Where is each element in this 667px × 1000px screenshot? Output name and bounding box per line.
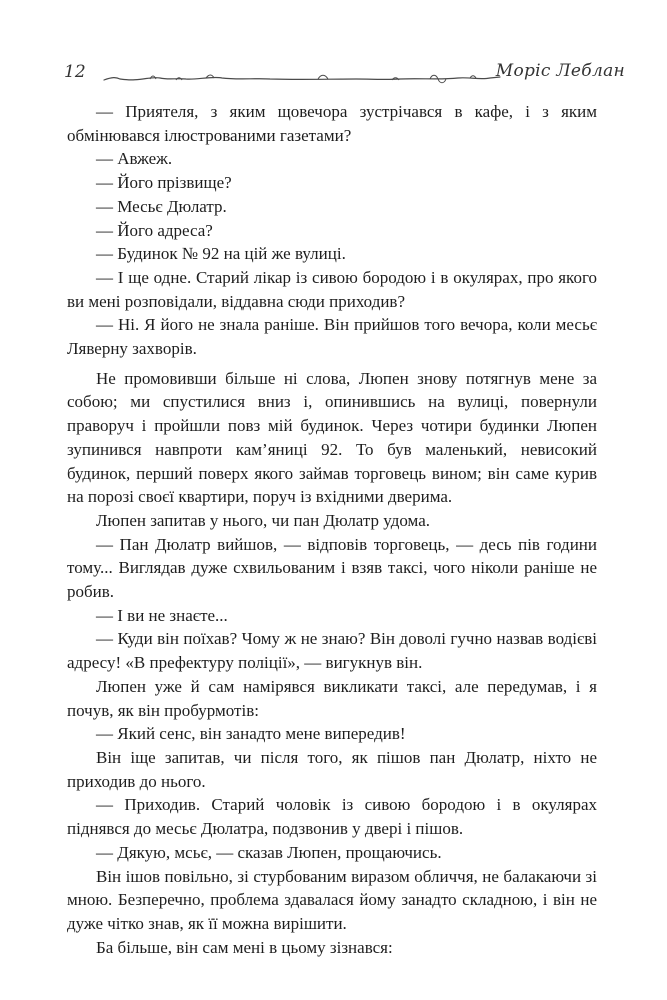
paragraph: — Його прізвище? [96,173,232,193]
decorative-rule [0,0,667,100]
paragraph: — Куди він поїхав? Чому ж не знаю? Він доволі гучно назвав водієві адресу! «В префектуру поліції», — вигукнув він. [67,629,597,673]
paragraph: — Приходив. Старий чоловік із сивою бородою і в окулярах піднявся до месьє Дюлатра, подзвонив у двері і пішов. [67,795,597,839]
paragraph: — Месьє Дюлатр. [96,196,227,216]
paragraph: — Який сенс, він занадто мене випередив! [96,724,406,744]
page-header [0,0,667,100]
paragraph: — Будинок № 92 на цій же вулиці. [96,244,346,264]
paragraph: — Пан Дюлатр вийшов, — відповів торговець, — десь пів години тому... Виглядав дуже схвильованим і взяв таксі, чого ніколи раніше не робив. [67,534,597,602]
paragraph: — І ще одне. Старий лікар із сивою бородою і в окулярах, про якого ви мені розповідали, віддавна сюди приходив? [67,267,597,311]
paragraph: — Його адреса? [96,220,213,240]
running-head-author: Моріс Леблан [495,61,625,81]
paragraph: Люпен уже й сам намірявся викликати таксі, але передумав, і я почув, як він пробурмотів: [67,676,597,720]
paragraph: — Авжеж. [96,149,173,169]
paragraph: Він іще запитав, чи після того, як пішов пан Дюлатр, ніхто не приходив до нього. [67,747,597,791]
paragraph: — І ви не знаєте... [96,605,228,625]
paragraph: Він ішов повільно, зі стурбованим виразом обличчя, не балакаючи зі мною. Безперечно, проблема здавалася йому занадто складною, і він не дуже чітко знав, як її можна вирішити. [67,866,597,933]
paragraph: — Приятеля, з яким щовечора зустрічався в кафе, і з яким обмінювався ілюстрованими газетами? [67,102,597,145]
body-text [67,100,597,959]
paragraph: — Дякую, мсьє, — сказав Люпен, прощаючись. [96,842,442,862]
paragraph: Ба більше, він сам мені в цьому зізнався: [96,937,393,957]
paragraph: Не промовивши більше ні слова, Люпен знову потягнув мене за собою; ми спустилися вниз і, опинившись на вулиці, повернули праворуч і пройшли повз мій будинок. Через чотири будинки Люпен зупинився навпроти кам’яниці 92. То був маленький, невисокий будинок, перший поверх якого займав торговець вином; він саме курив на порозі своєї квартири, поруч із вхідними дверима. [67,368,597,507]
paragraph: Люпен запитав у нього, чи пан Дюлатр удома. [96,510,430,530]
paragraph: — Ні. Я його не знала раніше. Він прийшов того вечора, коли месьє Ляверну захворів. [67,315,597,359]
page-number: 12 [64,62,86,82]
